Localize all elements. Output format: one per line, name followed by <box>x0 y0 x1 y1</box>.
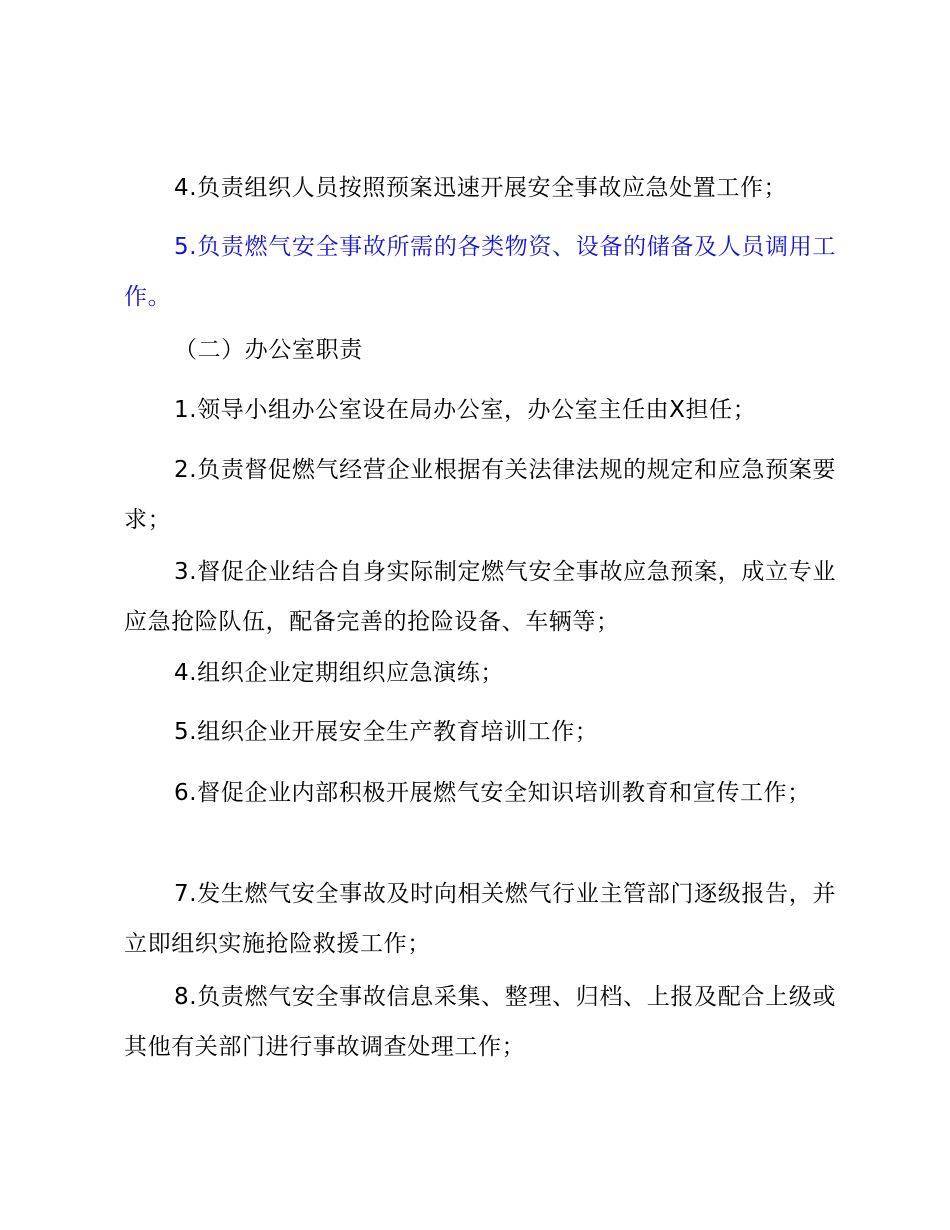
paragraph-duty-5-highlighted: 5.负责燃气安全事故所需的各类物资、设备的储备及人员调用工作。 <box>124 234 836 310</box>
paragraph-office-duty-6: 6.督促企业内部积极开展燃气安全知识培训教育和宣传工作； <box>174 780 811 806</box>
paragraph-office-duty-1: 1.领导小组办公室设在局办公室，办公室主任由X担任； <box>174 397 757 423</box>
paragraph-office-duty-4: 4.组织企业定期组织应急演练； <box>174 660 504 686</box>
paragraph-office-duty-7: 7.发生燃气安全事故及时向相关燃气行业主管部门逐级报告，并立即组织实施抢险救援工作； <box>124 881 836 957</box>
paragraph-office-duty-3: 3.督促企业结合自身实际制定燃气安全事故应急预案，成立专业应急抢险队伍，配备完善的抢险设备、车辆等； <box>124 559 836 635</box>
paragraph-office-duty-5: 5.组织企业开展安全生产教育培训工作； <box>174 719 599 745</box>
paragraph-office-duty-2: 2.负责督促燃气经营企业根据有关法律法规的规定和应急预案要求； <box>124 457 836 533</box>
paragraph-duty-4: 4.负责组织人员按照预案迅速开展安全事故应急处置工作； <box>174 175 788 201</box>
paragraph-office-duty-8: 8.负责燃气安全事故信息采集、整理、归档、上报及配合上级或其他有关部门进行事故调查处理工作； <box>124 984 836 1060</box>
section-heading-office-duties: （二）办公室职责 <box>174 337 363 363</box>
